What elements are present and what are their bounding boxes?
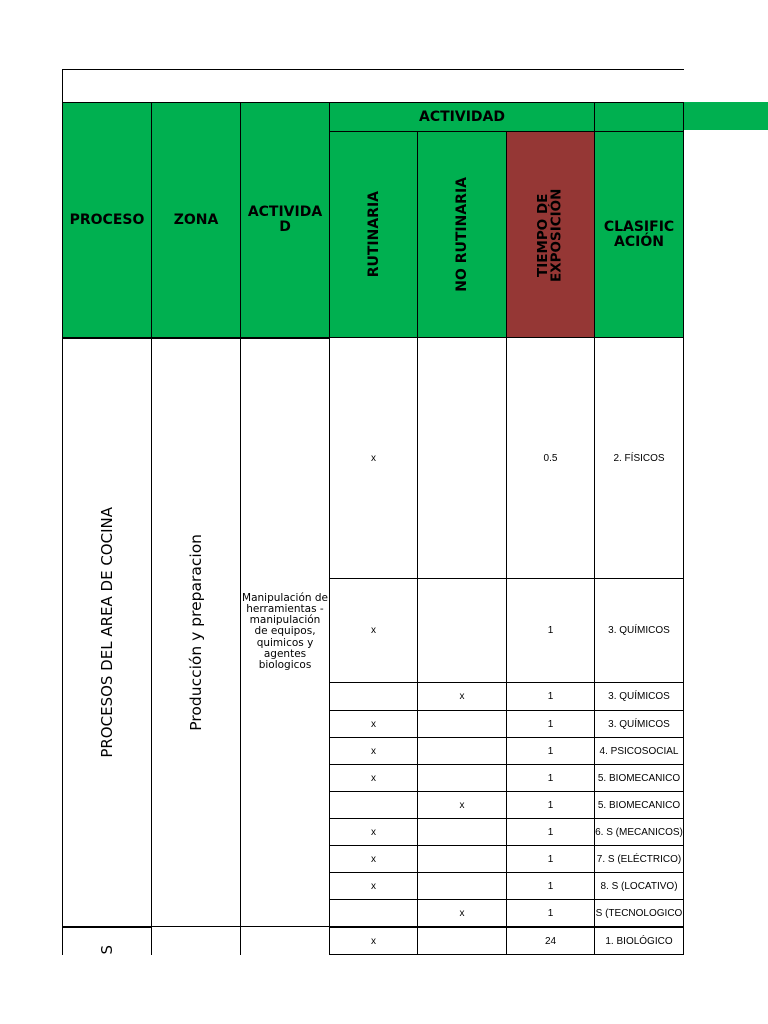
cell-tiempo: 1 (506, 737, 595, 765)
cell-rutinaria: x (329, 737, 418, 765)
zona-produccion-cell (151, 337, 241, 927)
cell-tiempo: 24 (506, 927, 595, 955)
cell-rutinaria (329, 899, 418, 927)
cell-clasificacion: 3. QUÍMICOS (594, 578, 684, 683)
cell-clasificacion: 2. FÍSICOS (594, 337, 684, 579)
title-row (62, 69, 684, 102)
header-actividad: ACTIVIDA D (240, 102, 330, 338)
cell-tiempo: 0.5 (506, 337, 595, 579)
header-zona: ZONA (151, 102, 241, 338)
cell-clasificacion: 4. PSICOSOCIAL (594, 737, 684, 765)
cell-no-rutinaria: x (417, 899, 507, 927)
cell-tiempo: 1 (506, 899, 595, 927)
cell-tiempo: 1 (506, 818, 595, 846)
cell-rutinaria: x (329, 764, 418, 792)
cell-clasificacion: 5. BIOMECANICO (594, 764, 684, 792)
cell-no-rutinaria (417, 872, 507, 900)
cell-tiempo: 1 (506, 845, 595, 873)
actividad-text: Manipulación de herramientas - manipulación de equipos, quimicos y agentes biologicos (242, 592, 328, 671)
cell-rutinaria (329, 682, 418, 711)
cell-no-rutinaria (417, 578, 507, 683)
cell-rutinaria: x (329, 337, 418, 579)
cell-tiempo: 1 (506, 682, 595, 711)
cell-clasificacion: 1. BIOLÓGICO (594, 927, 684, 955)
cell-rutinaria (329, 791, 418, 819)
cell-no-rutinaria (417, 710, 507, 738)
page-bottom-blank (0, 955, 768, 1024)
cell-no-rutinaria (417, 927, 507, 955)
cell-rutinaria: x (329, 845, 418, 873)
cell-rutinaria: x (329, 710, 418, 738)
cell-no-rutinaria: x (417, 791, 507, 819)
cell-no-rutinaria (417, 845, 507, 873)
cell-clasificacion: 8. S (LOCATIVO) (594, 872, 684, 900)
actividad-cell (240, 337, 330, 927)
cell-rutinaria: x (329, 872, 418, 900)
header-green-extension (684, 102, 768, 130)
header-tiempo-exposicion: TIEMPO DE EXPOSICIÓN (506, 131, 595, 338)
proceso-cocina-cell (62, 337, 152, 927)
header-bottom-line (62, 337, 330, 339)
header-proceso: PROCESO (62, 102, 152, 338)
cell-no-rutinaria (417, 737, 507, 765)
cell-clasificacion: 7. S (ELÉCTRICO) (594, 845, 684, 873)
cell-tiempo: 1 (506, 578, 595, 683)
header-blank (594, 102, 684, 132)
header-no-rutinaria: NO RUTINARIA (417, 131, 507, 338)
cell-tiempo: 1 (506, 791, 595, 819)
group-separator-3 (329, 926, 684, 928)
header-rutinaria: RUTINARIA (329, 131, 418, 338)
cell-tiempo: 1 (506, 710, 595, 738)
cell-clasificacion: 3. QUÍMICOS (594, 682, 684, 711)
cell-clasificacion: 6. S (MECANICOS) (594, 818, 684, 846)
zona-label: Producción y preparacion (187, 533, 205, 731)
cell-clasificacion: S (TECNOLOGICO (594, 899, 684, 927)
cell-rutinaria: x (329, 578, 418, 683)
proceso-group2-label: S (98, 945, 116, 955)
cell-no-rutinaria (417, 818, 507, 846)
cell-tiempo: 1 (506, 872, 595, 900)
cell-rutinaria: x (329, 818, 418, 846)
cell-tiempo: 1 (506, 764, 595, 792)
cell-rutinaria: x (329, 927, 418, 955)
cell-no-rutinaria (417, 337, 507, 579)
proceso-label: PROCESOS DEL AREA DE COCINA (98, 506, 116, 758)
cell-clasificacion: 3. QUÍMICOS (594, 710, 684, 738)
cell-no-rutinaria: x (417, 682, 507, 711)
cell-no-rutinaria (417, 764, 507, 792)
header-clasificacion: CLASIFIC ACIÓN (594, 131, 684, 338)
header-actividad-group: ACTIVIDAD (329, 102, 595, 132)
cell-clasificacion: 5. BIOMECANICO (594, 791, 684, 819)
